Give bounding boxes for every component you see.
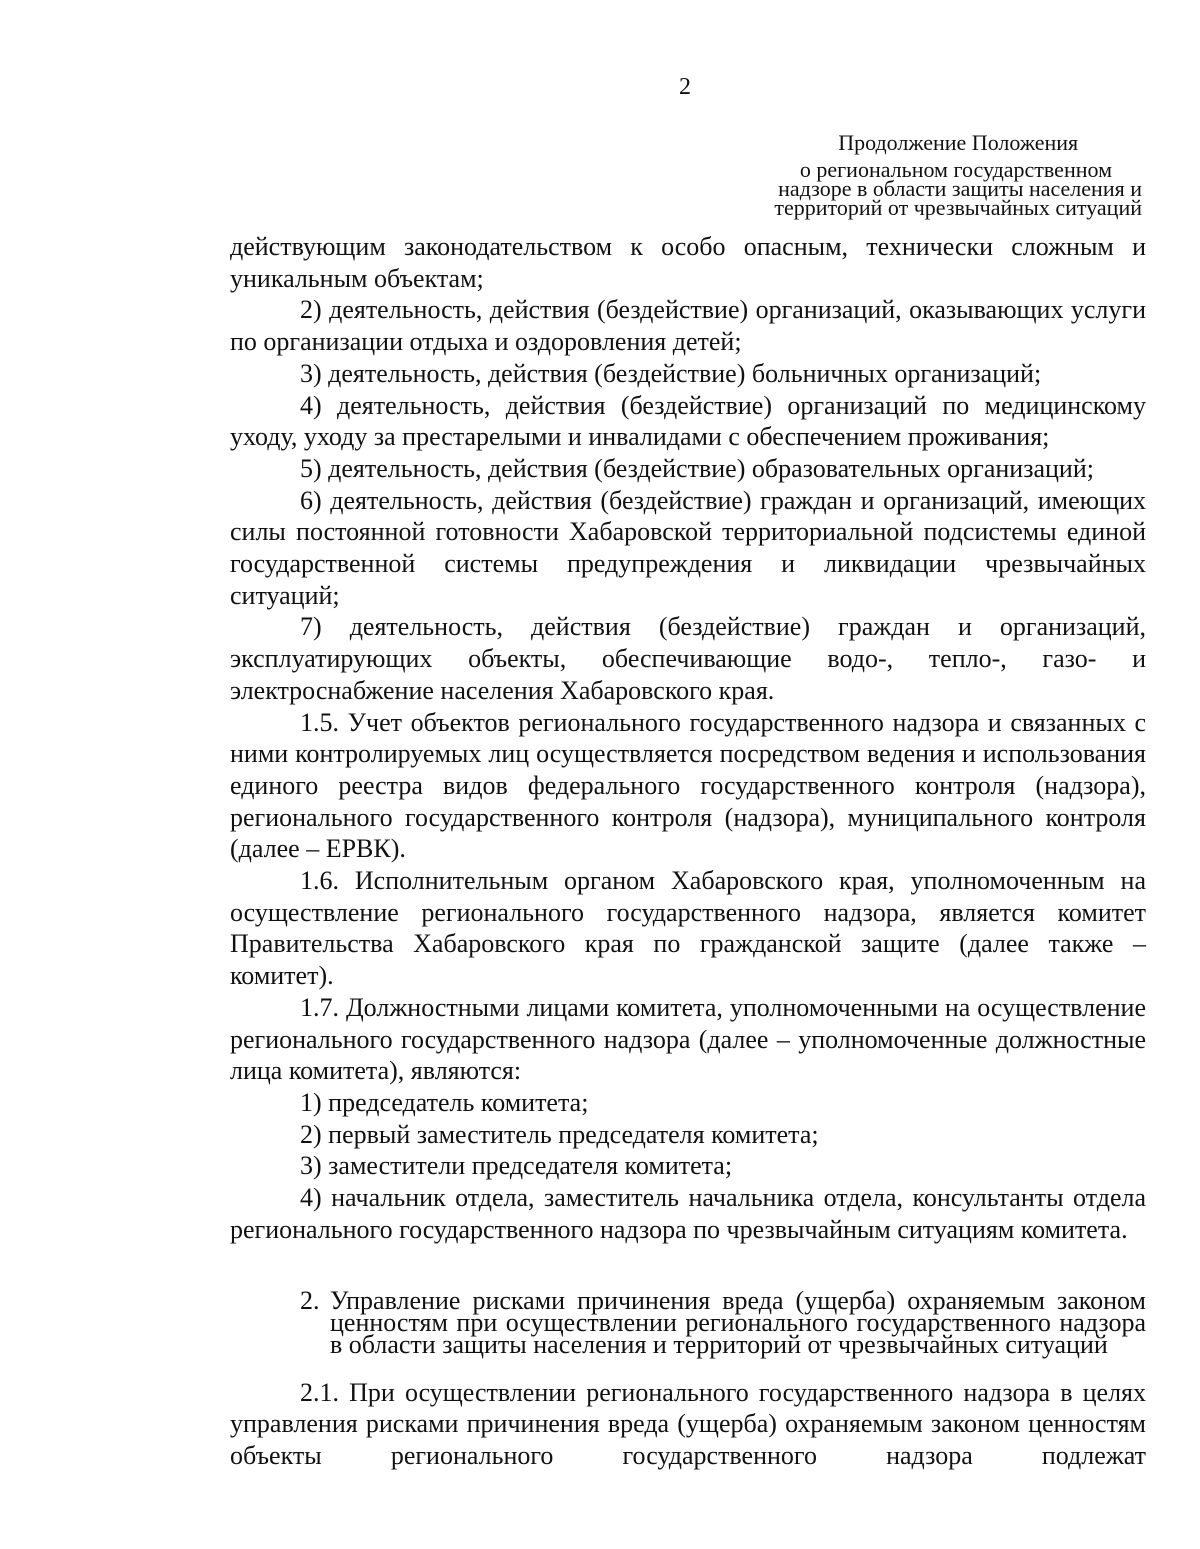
list-item: 2) деятельность, действия (бездействие) организаций, оказывающих услуги по организации отдыха и оздоровления детей; — [230, 295, 1146, 357]
running-header-line: Продолжение Положения — [838, 130, 1079, 155]
list-item: 5) деятельность, действия (бездействие) образовательных организаций; — [300, 453, 1094, 483]
running-header-line: территорий от чрезвычайных ситуаций — [774, 195, 1142, 220]
running-header-line: о региональном государственном — [799, 157, 1112, 182]
section-heading — [300, 1285, 1146, 1359]
paragraph: 1.7. Должностными лицами комитета, уполномоченными на осуществление регионального государственного надзора (далее – уполномоченные должностные лица комитета), являются: — [230, 992, 1146, 1086]
page-number: 2 — [679, 74, 691, 100]
section-number: 2. — [300, 1285, 320, 1315]
list-item: 3) заместители председателя комитета; — [300, 1151, 733, 1181]
running-header — [774, 129, 1142, 220]
list-item: 6) деятельность, действия (бездействие) граждан и организаций, имеющих силы постоянной готовности Хабаровской территориальной подсистемы единой государственной системы предупреждения и ликвидации чрезвычайных ситуаций; — [230, 485, 1146, 610]
list-item: 3) деятельность, действия (бездействие) больничных организаций; — [300, 358, 1042, 388]
list-item: 7) деятельность, действия (бездействие) граждан и организаций, эксплуатирующих объекты, обеспечивающие водо-, тепло-, газо- и электроснабжение населения Хабаровского края. — [230, 612, 1146, 705]
paragraph: 2.1. При осуществлении регионального государственного надзора в целях управления рисками причинения вреда (ущерба) охраняемым законом ценностям объекты регионального государственного надзора подлежат — [230, 1377, 1146, 1470]
running-header-line: надзоре в области защиты населения и — [778, 176, 1142, 201]
paragraph: действующим законодательством к особо опасным, технически сложным и уникальным объектам; — [230, 232, 1146, 293]
document-body — [230, 231, 1146, 1472]
list-item: 2) первый заместитель председателя комитета; — [300, 1119, 819, 1149]
paragraph: 1.5. Учет объектов регионального государственного надзора и связанных с ними контролируемых лиц осуществляется посредством ведения и использования единого реестра видов федерального государственного контроля (надзора), регионального государственного контроля (надзора), муниципального контроля (далее – ЕРВК). — [230, 707, 1146, 864]
list-item: 4) деятельность, действия (бездействие) организаций по медицинскому уходу, уходу за престарелыми и инвалидами с обеспечением проживания; — [230, 390, 1146, 452]
list-item: 1) председатель комитета; — [300, 1087, 589, 1117]
paragraph: 1.6. Исполнительным органом Хабаровского края, уполномоченным на осуществление регионального государственного надзора, является комитет Правительства Хабаровского края по гражданской защите (далее также – комитет). — [230, 866, 1146, 991]
list-item: 4) начальник отдела, заместитель начальника отдела, консультанты отдела регионального государственного надзора по чрезвычайным ситуациям комитета. — [230, 1183, 1146, 1244]
section-title: Управление рисками причинения вреда (ущерба) охраняемым законом ценностям при осуществлении регионального государственного надзора в области защиты населения и территорий от чрезвычайных ситуаций — [330, 1285, 1146, 1359]
